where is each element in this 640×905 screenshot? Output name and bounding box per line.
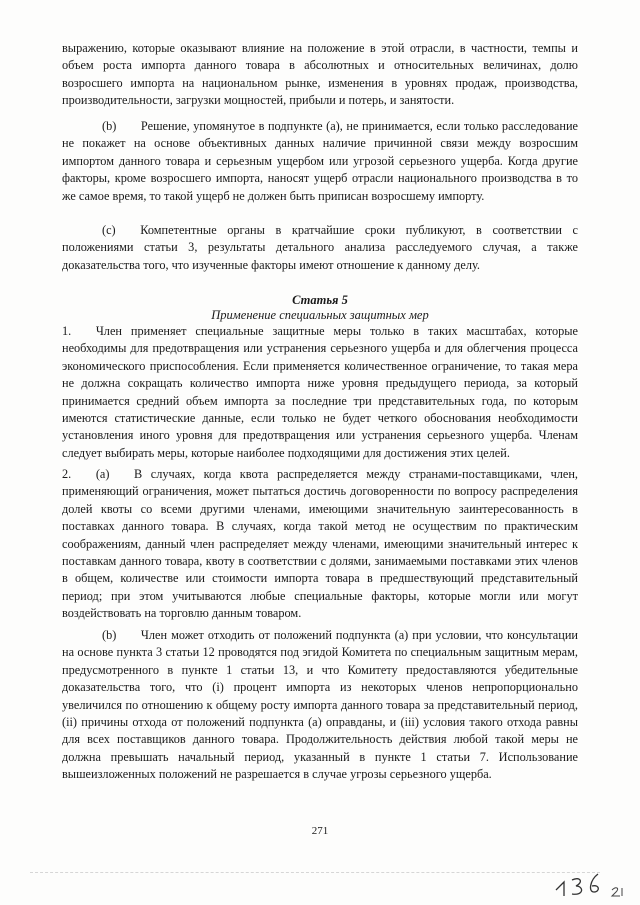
paragraph-5-1-application: 1. Член применяет специальные защитные меры только в таких масштабах, которые необходимы для предотвращения или устранения серьезного ущерба и для облегчения процесса экономического приспособления. Если применяется количественное ограничение, то такая мера не должна сокращать количество импорта ниже уровня предыдущего периода, за который принимается средний объем импорта за последние три представительных года, по которым имеются статистические данные, если только не будет четкого обоснования необходимости установления иного уровня для предотвращения или устранения серьезного ущерба. Членам следует выбирать меры, которые наиболее подходящими для достижения этих целей.: [62, 324, 578, 460]
paragraph-2c-publication: (c) Компетентные органы в кратчайшие сроки публикуют, в соответствии с положениями статьи 3, результаты детального анализа расследуемого случая, а также доказательства того, что изученные факторы имеют отношение к данному делу.: [62, 223, 578, 272]
scan-artifact-line: [30, 872, 600, 873]
article-title: Статья 5: [292, 293, 348, 307]
article-subtitle: Применение специальных защитных мер: [211, 308, 429, 322]
paragraph-factors-continuation: выражению, которые оказывают влияние на положение в этой отрасли, в частности, темпы и объем роста импорта данного товара в абсолютных и относительных величинах, долю возросшего импорта на национальном рынке, изменения в уровнях продаж, производства, производительности, загрузки мощностей, прибыли и потерь, и занятости.: [62, 41, 578, 108]
handwritten-page-mark: [540, 850, 630, 900]
paragraph-5-2b-departure: (b) Член может отходить от положений подпункта (a) при условии, что консультации на основе пункта 3 статьи 12 проводятся под эгидой Комитета по специальным защитным мерам, предусмотренного в пункте 1 статьи 13, и что Комитету предоставляются убедительные доказательства того, что (i) процент импорта из некоторых членов непропорционально увеличился по отношению к общему росту импорта данного товара за представительный период, (ii) причины отхода от положений подпункта (a) оправданы, и (iii) условия такого отхода равны для всех поставщиков данного товара. Продолжительность действия любой такой меры не должна превышать начальный период, указанный в пункте 1 статьи 7. Использование вышеизложенных положений не разрешается в случае угрозы серьезного ущерба.: [62, 628, 578, 782]
paragraph-2b-causal-link: (b) Решение, упомянутое в подпункте (a), не принимается, если только расследование не покажет на основе объективных данных наличие причинной связи между возросшим импортом данного товара и серьезным ущербом или угрозой серьезного ущерба. Когда другие факторы, кроме возросшего импорта, наносят ущерб отрасли национального производства в то же самое время, то такой ущерб не должен быть приписан возросшему импорту.: [62, 119, 578, 203]
paragraph-5-2a-quota: 2. (a) В случаях, когда квота распределяется между странами-поставщиками, член, применяющий ограничения, может пытаться достичь договоренности по вопросу распределения долей квоты со всеми другими членами, имеющими значительную заинтересованность в поставках данного товара. В случаях, когда такой метод не осуществим по практическим соображениям, данный член распределяет между членами, имеющими значительный интерес к поставкам данного товара, квоту в соответствии с долями, занимаемыми поставками этих членов в общем, количестве или стоимости импорта товара в предшествующий представительный период; при этом учитываются любые специальные факторы, которые могли или могут воздействовать на торговлю данным товаром.: [62, 467, 578, 621]
page-number: 271: [311, 825, 329, 837]
